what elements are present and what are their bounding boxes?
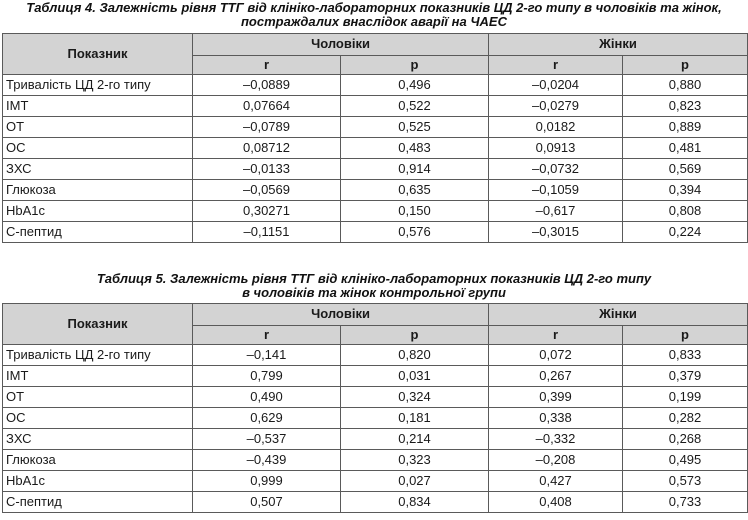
cell-men-p: 0,522 — [341, 96, 489, 117]
cell-women-p: 0,481 — [623, 138, 748, 159]
table5-caption — [0, 269, 748, 303]
cell-women-r: 0,0182 — [489, 117, 623, 138]
table4-header-women-p: p — [623, 55, 748, 74]
cell-label: ІМТ — [3, 366, 193, 387]
cell-men-r: 0,08712 — [193, 138, 341, 159]
cell-label: ОТ — [3, 387, 193, 408]
cell-women-r: –0,0279 — [489, 96, 623, 117]
table4-header-men-p: p — [341, 55, 489, 74]
cell-women-r: –0,0732 — [489, 159, 623, 180]
table5-header-men-r: r — [193, 325, 341, 344]
cell-women-p: 0,880 — [623, 75, 748, 96]
cell-label: Глюкоза — [3, 180, 193, 201]
cell-men-p: 0,150 — [341, 201, 489, 222]
cell-men-r: 0,490 — [193, 387, 341, 408]
cell-label: Глюкоза — [3, 450, 193, 471]
cell-women-p: 0,733 — [623, 492, 748, 513]
table-row — [3, 96, 748, 117]
table5 — [2, 303, 748, 513]
cell-women-r: –0,3015 — [489, 222, 623, 243]
cell-label: Тривалість ЦД 2-го типу — [3, 75, 193, 96]
cell-men-r: 0,07664 — [193, 96, 341, 117]
table5-header-men-p: p — [341, 325, 489, 344]
cell-men-p: 0,576 — [341, 222, 489, 243]
cell-women-r: 0,399 — [489, 387, 623, 408]
table4-header-men-r: r — [193, 55, 341, 74]
cell-women-p: 0,224 — [623, 222, 748, 243]
table5-header-women-p: p — [623, 325, 748, 344]
table5-caption-line2: в чоловіків та жінок контрольної групи — [242, 285, 506, 300]
cell-men-p: 0,324 — [341, 387, 489, 408]
cell-men-r: 0,999 — [193, 471, 341, 492]
table5-header-indicator: Показник — [3, 304, 193, 345]
table-row — [3, 408, 748, 429]
cell-women-p: 0,569 — [623, 159, 748, 180]
cell-label: ОС — [3, 408, 193, 429]
cell-men-r: –0,0569 — [193, 180, 341, 201]
cell-women-p: 0,268 — [623, 429, 748, 450]
table5-header-men: Чоловіки — [193, 304, 489, 326]
cell-men-r: –0,439 — [193, 450, 341, 471]
cell-label: HbA1c — [3, 471, 193, 492]
cell-men-p: 0,214 — [341, 429, 489, 450]
cell-women-r: –0,1059 — [489, 180, 623, 201]
cell-label: С-пептид — [3, 492, 193, 513]
table-row — [3, 159, 748, 180]
cell-label: Тривалість ЦД 2-го типу — [3, 345, 193, 366]
cell-men-r: –0,0789 — [193, 117, 341, 138]
table5-header-women-r: r — [489, 325, 623, 344]
cell-men-p: 0,181 — [341, 408, 489, 429]
cell-men-p: 0,027 — [341, 471, 489, 492]
table5-header-women: Жінки — [489, 304, 748, 326]
cell-men-p: 0,820 — [341, 345, 489, 366]
cell-label: ЗХС — [3, 429, 193, 450]
table-row — [3, 450, 748, 471]
table4-header-women: Жінки — [489, 34, 748, 56]
cell-men-r: 0,30271 — [193, 201, 341, 222]
cell-women-p: 0,199 — [623, 387, 748, 408]
table-row — [3, 201, 748, 222]
table-row — [3, 387, 748, 408]
cell-men-p: 0,834 — [341, 492, 489, 513]
table4-header-women-r: r — [489, 55, 623, 74]
cell-women-r: 0,338 — [489, 408, 623, 429]
table-row — [3, 222, 748, 243]
cell-label: ЗХС — [3, 159, 193, 180]
cell-men-r: 0,629 — [193, 408, 341, 429]
cell-women-r: 0,267 — [489, 366, 623, 387]
cell-men-r: –0,537 — [193, 429, 341, 450]
cell-men-r: –0,1151 — [193, 222, 341, 243]
table-row — [3, 366, 748, 387]
cell-women-r: 0,0913 — [489, 138, 623, 159]
cell-women-r: 0,408 — [489, 492, 623, 513]
cell-men-r: 0,799 — [193, 366, 341, 387]
cell-men-p: 0,483 — [341, 138, 489, 159]
cell-women-p: 0,282 — [623, 408, 748, 429]
table5-caption-line1: Таблиця 5. Залежність рівня ТТГ від клініко-лабораторних показників ЦД 2-го типу — [96, 271, 652, 286]
cell-women-r: –0,332 — [489, 429, 623, 450]
cell-men-r: 0,507 — [193, 492, 341, 513]
cell-women-p: 0,495 — [623, 450, 748, 471]
cell-women-r: –0,0204 — [489, 75, 623, 96]
cell-women-r: 0,072 — [489, 345, 623, 366]
cell-men-r: –0,0889 — [193, 75, 341, 96]
table4-header-indicator: Показник — [3, 34, 193, 75]
cell-women-p: 0,823 — [623, 96, 748, 117]
table-row — [3, 345, 748, 366]
cell-men-r: –0,0133 — [193, 159, 341, 180]
cell-label: ОТ — [3, 117, 193, 138]
table4-caption-line1: Таблиця 4. Залежність рівня ТТГ від клініко-лабораторних показників ЦД 2-го типу в чоловіків та жінок, — [26, 0, 722, 15]
cell-women-r: 0,427 — [489, 471, 623, 492]
cell-women-p: 0,833 — [623, 345, 748, 366]
cell-men-p: 0,496 — [341, 75, 489, 96]
cell-men-p: 0,635 — [341, 180, 489, 201]
table-row — [3, 138, 748, 159]
table-row — [3, 492, 748, 513]
table4 — [2, 33, 748, 243]
cell-men-p: 0,914 — [341, 159, 489, 180]
table4-caption-line2: постраждалих внаслідок аварії на ЧАЕС — [240, 14, 507, 29]
table-row — [3, 471, 748, 492]
cell-men-p: 0,323 — [341, 450, 489, 471]
cell-label: ОС — [3, 138, 193, 159]
cell-label: ІМТ — [3, 96, 193, 117]
table-row — [3, 429, 748, 450]
cell-men-p: 0,525 — [341, 117, 489, 138]
cell-women-p: 0,808 — [623, 201, 748, 222]
table4-caption — [0, 0, 748, 33]
cell-women-r: –0,208 — [489, 450, 623, 471]
cell-women-p: 0,394 — [623, 180, 748, 201]
cell-label: С-пептид — [3, 222, 193, 243]
cell-label: HbA1c — [3, 201, 193, 222]
cell-women-p: 0,573 — [623, 471, 748, 492]
cell-men-p: 0,031 — [341, 366, 489, 387]
table-row — [3, 117, 748, 138]
cell-women-r: –0,617 — [489, 201, 623, 222]
table4-header-men: Чоловіки — [193, 34, 489, 56]
cell-women-p: 0,889 — [623, 117, 748, 138]
cell-women-p: 0,379 — [623, 366, 748, 387]
table-row — [3, 75, 748, 96]
table-row — [3, 180, 748, 201]
cell-men-r: –0,141 — [193, 345, 341, 366]
